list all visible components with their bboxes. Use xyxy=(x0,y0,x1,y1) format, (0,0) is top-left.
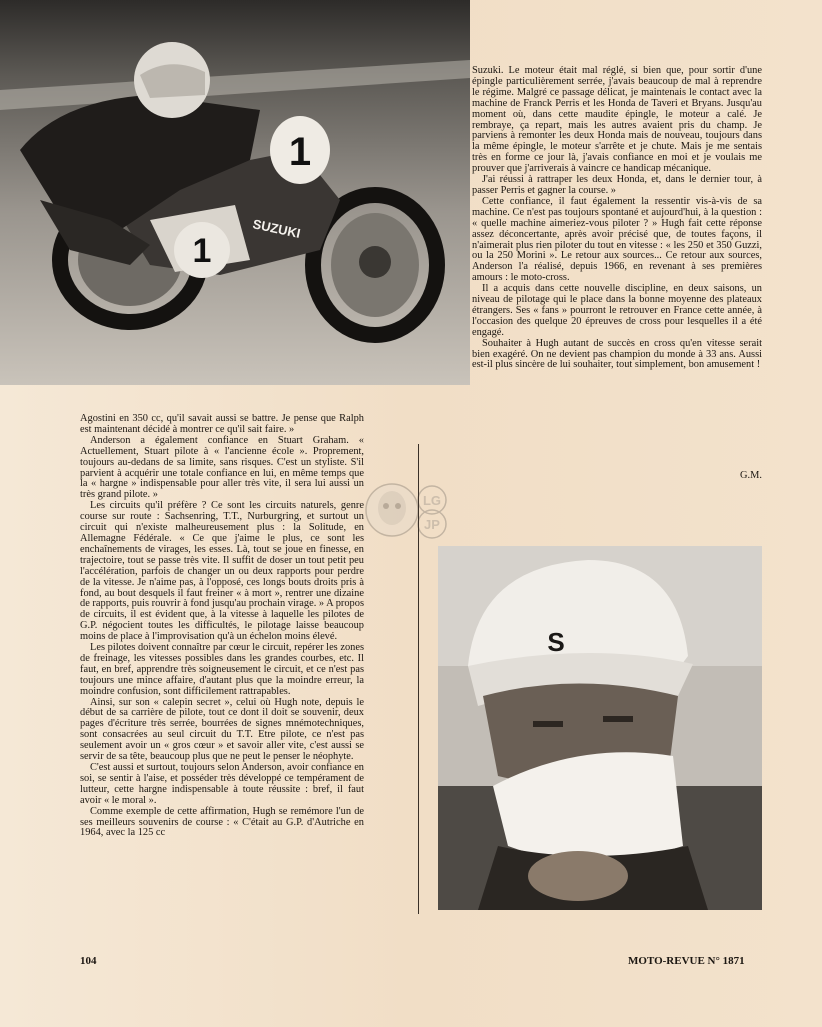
number-plate-side: 1 xyxy=(192,232,212,270)
svg-text:JP: JP xyxy=(424,517,440,532)
rider-portrait-photo xyxy=(438,546,762,910)
suzuki-fairing-logo: SUZUKI xyxy=(251,216,302,241)
paragraph: J'ai réussi à rattraper les deux Honda, et, dans le dernier tour, à passer Perris et gagner la course. » xyxy=(472,174,762,196)
paragraph: Il a acquis dans cette nouvelle discipline, en deux saisons, un niveau de pilotage qui le place dans la bonne moyenne des plateaux étrangers. Ses « fans » pourront le retrouver en France cette année, à l'occasion des quelque 20 épreuves de cross pour lesquelles il a été engagé. xyxy=(472,283,762,338)
column-divider xyxy=(418,444,419,914)
motorcycle-illustration xyxy=(0,0,470,385)
paragraph: Souhaiter à Hugh autant de succès en cross qu'en vitesse serait bien exagéré. On ne devient pas champion du monde à 33 ans. Aussi est-il plus sincère de lui souhaiter, tout simplement, bon amusement ! xyxy=(472,337,762,371)
svg-text:LG: LG xyxy=(422,493,442,508)
magazine-issue: MOTO-REVUE N° 1871 xyxy=(628,955,745,967)
article-column-right xyxy=(472,66,762,371)
paragraph: Cette confiance, il faut également la ressentir vis-à-vis de sa machine. Ce n'est pas toujours spontané et aujourd'hui, à la question : « quelle machine aimeriez-vous piloter ? » Hugh fait cette réponse assez déconcertante, après avoir précisé que, de toutes façons, il n'aimerait plus rien piloter du tout en vitesse : « les 250 et 350 Guzzi, ou la 250 Morini ». Le retour aux sources... Ce retour aux sources, Anderson l'a réalisé, depuis 1966, en revenant à ses premières amours : le moto-cross. xyxy=(472,195,762,284)
portrait-illustration xyxy=(438,546,762,910)
paragraph: Agostini en 350 cc, qu'il savait aussi se battre. Je pense que Ralph est maintenant décidé à montrer ce qu'il sait faire. » xyxy=(80,413,364,435)
paragraph: Comme exemple de cette affirmation, Hugh se remémore l'un de ses meilleurs souvenirs de course : « C'était au G.P. d'Autriche en 1964, avec la 125 cc xyxy=(80,805,364,839)
motorcycle-racing-photo xyxy=(0,0,470,385)
number-plate-front: 1 xyxy=(288,130,312,174)
paragraph: Les circuits qu'il préfère ? Ce sont les circuits naturels, genre course sur route : Sachsenring, T.T., Nurburgring, et surtout un circuit qui n'existe malheureusement plus : la Solitude, en Allemagne Fédérale. « Ce que j'aime le plus, ce sont les enchaînements de virages, les esses. Là, tout se joue en finesse, en trajectoire, tout se passe très vite. Il suffit de doser un tout petit peu l'accélération, parfois de changer un ou deux rapports pour perdre de la vitesse. Je n'aime pas, à l'opposé, ces longs bouts droits pris à fond, au bout desquels il faut freiner « à mort », rentrer une dizaine de rapports, puis rouvrir à fond jusqu'au prochain virage. » A propos de circuits, il est évident que, à la vitesse à laquelle les pilotes de G.P. négocient toutes les difficultés, le pilotage laisse beaucoup moins de place à l'improvisation qu'à un échelon moins élevé. xyxy=(80,500,364,643)
author-signature: G.M. xyxy=(740,470,762,481)
watermark-logo xyxy=(362,478,458,544)
page-number: 104 xyxy=(80,955,97,967)
suzuki-cap-logo: S xyxy=(547,627,565,657)
paragraph: Anderson a également confiance en Stuart Graham. « Actuellement, Stuart pilote à « l'ancienne école ». Proprement, toujours au-dedans de sa limite, sans risques. C'est un styliste. S'il parvient à acquérir une totale confiance en lui, en même temps que la « hargne » indispensable pour aller très vite, il sera lui aussi un très grand pilote. » xyxy=(80,434,364,501)
paragraph: Ainsi, sur son « calepin secret », celui où Hugh note, depuis le début de sa carrière de pilote, tout ce dont il doit se souvenir, deux pages d'écriture très serrée, bourrées de signes mnémotechniques, sont consacrées au seul circuit du T.T. Etre pilote, ce n'est pas seulement avoir un « gros cœur » et savoir aller vite, c'est aussi se servir de sa tête, beaucoup plus que ne peut le penser le néophyte. xyxy=(80,696,364,763)
paragraph: Les pilotes doivent connaître par cœur le circuit, repérer les zones de freinage, les vitesses possibles dans les grandes courbes, etc. Il faut, en bref, apprendre très soigneusement le circuit, et ce n'est pas toujours une mince affaire, d'autant plus que la moindre erreur, la moindre confusion, sont difficilement rattrapables. xyxy=(80,642,364,697)
article-column-left xyxy=(80,414,364,839)
paragraph: C'est aussi et surtout, toujours selon Anderson, avoir confiance en soi, se sentir à l'aise, et posséder très développé ce tempérament de lutteur, cette hargne indispensable à toute réussite : bref, il faut avoir « le moral ». xyxy=(80,762,364,806)
paragraph: Suzuki. Le moteur était mal réglé, si bien que, pour sortir d'une épingle particulièrement serrée, j'avais beaucoup de mal à reprendre le régime. Malgré ce passage délicat, je maintenais le contact avec la machine de Franck Perris et les Honda de Taveri et Bryans. Jusqu'au moment où, dans cette maudite épingle, le moteur a calé. Je rembraye, ça repart, mais les autres avaient pris du champ. Je parviens à remonter les deux Honda mais de nouveau, toujours dans la même épingle, le moteur s'arrête et je chute. Mais je me sentais très en forme ce jour là, j'avais confiance en moi et je voulais me prouver que j'arriverais à vaincre ce handicap mécanique. xyxy=(472,65,762,175)
